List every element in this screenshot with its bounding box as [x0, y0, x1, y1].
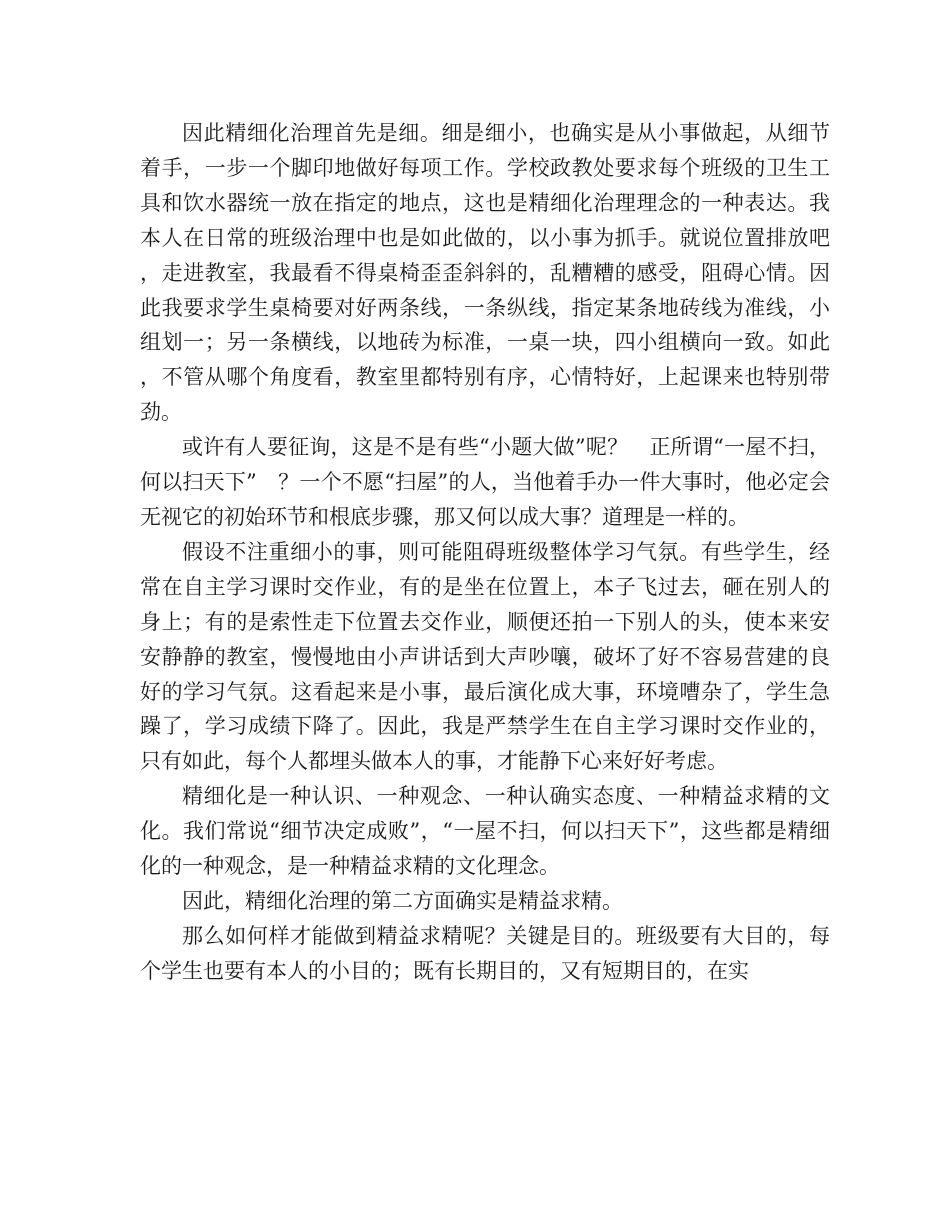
paragraph-6: 那么如何样才能做到精益求精呢？关键是目的。班级要有大目的，每个学生也要有本人的小目的；既有长期目的，又有短期目的，在实: [140, 923, 830, 983]
paragraph-5: 因此，精细化治理的第二方面确实是精益求精。: [182, 888, 623, 913]
paragraph-1: 因此精细化治理首先是细。细是细小，也确实是从小事做起，从细节着手，一步一个脚印地做好每项工作。学校政教处要求每个班级的卫生工具和饮水器统一放在指定的地点，这也是精细化治理理念的一种表达。我本人在日常的班级治理中也是如此做的，以小事为抓手。就说位置排放吧，走进教室，我最看不得桌椅歪歪斜斜的，乱糟糟的感受，阻碍心情。因此我要求学生桌椅要对好两条线，一条纵线，指定某条地砖线为准线，小组划一；另一条横线，以地砖为标准，一桌一块，四小组横向一致。如此，不管从哪个角度看，教室里都特别有序，心情特好，上起课来也特别带劲。: [140, 121, 830, 425]
document-page: [140, 116, 830, 989]
paragraph-2: 或许有人要征询，这是不是有些“小题大做”呢？ 正所谓“一屋不扫，何以扫天下” ？一个不愿“扫屋”的人，当他着手办一件大事时，他必定会无视它的初始环节和根底步骤，那又何以成大事？道理是一样的。: [140, 435, 830, 529]
paragraph-3: 假设不注重细小的事，则可能阻碍班级整体学习气氛。有些学生，经常在自主学习课时交作业，有的是坐在位置上，本子飞过去，砸在别人的身上；有的是索性走下位置去交作业，顺便还拍一下别人的头，使本来安安静静的教室，慢慢地由小声讲话到大声吵嚷，破坏了好不容易营建的良好的学习气氛。这看起来是小事，最后演化成大事，环境嘈杂了，学生急躁了，学习成绩下降了。因此，我是严禁学生在自主学习课时交作业的，只有如此，每个人都埋头做本人的事，才能静下心来好好考虑。: [140, 539, 830, 774]
paragraph-4: 精细化是一种认识、一种观念、一种认确实态度、一种精益求精的文化。我们常说“细节决定成败”，“一屋不扫，何以扫天下”，这些都是精细化的一种观念，是一种精益求精的文化理念。: [140, 784, 830, 879]
